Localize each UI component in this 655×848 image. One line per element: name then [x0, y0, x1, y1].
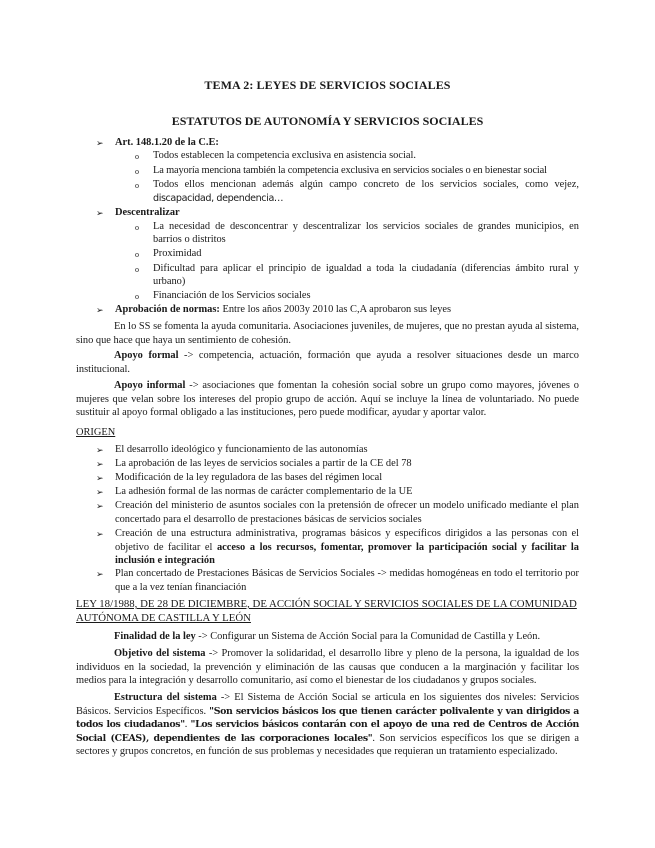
paragraph-ayuda-comunitaria: En lo SS se fomenta la ayuda comunitaria. Asociaciones juveniles, de mujeres, que no prestan ayuda al sistema, sino que hace que haya un sentimiento de cohesión.	[76, 321, 579, 346]
apoyo-informal-text: -> asociaciones que fomentan la cohesión social sobre un grupo como mayores, jóvenes o mujeres que velan sobre los intereses del propio grupo de acción. Aquí se incluye la línea de voluntariado. No puede sustituir al apoyo formal obligado a las instituciones, pero puede modificar, ayudar y aportar valor.	[76, 380, 579, 419]
origen-item: Modificación de la ley reguladora de las bases del régimen local	[115, 472, 383, 483]
apoyo-formal-label: Apoyo formal	[114, 350, 179, 361]
arrow-bullet-icon	[96, 568, 108, 582]
aprobacion-line	[115, 303, 579, 317]
arrow-bullet-icon	[96, 486, 108, 500]
list-item: Todos establecen la competencia exclusiva en asistencia social.	[153, 150, 416, 161]
estructura-quote-1: "Son servicios básicos los que tienen carácter polivalente y van dirigidos a todos los ciudadanos"	[76, 705, 579, 731]
art-heading: Art. 148.1.20 de la C.E:	[115, 137, 219, 148]
paragraph-estructura	[76, 691, 579, 759]
origen-item: Plan concertado de Prestaciones Básicas de Servicios Sociales -> medidas homogéneas en todo el territorio por que a la vez tenían financiación	[115, 568, 579, 593]
origen-item6-text: Creación de una estructura administrativa, programas básicos y específicos dirigidos a las personas con el objetivo de facilitar el	[115, 528, 579, 553]
aprobacion-text: Entre los años 2003y 2010 las C,A aprobaron sus leyes	[219, 304, 452, 315]
origen-item: El desarrollo ideológico y funcionamiento de las autonomías	[115, 444, 368, 455]
arrow-bullet-icon	[96, 137, 108, 151]
arrow-bullet-icon	[96, 444, 108, 458]
ley-heading: LEY 18/1988, DE 28 DE DICIEMBRE, DE ACCIÓN SOCIAL Y SERVICIOS SOCIALES DE LA COMUNIDAD AUTÓNOMA DE CASTILLA Y LEÓN	[76, 598, 577, 624]
list-item: Todos ellos mencionan además algún campo concreto de los servicios sociales, como vejez,	[153, 179, 579, 190]
objetivo-label: Objetivo del sistema	[114, 648, 206, 659]
paragraph-objetivo	[76, 647, 579, 688]
finalidad-text: -> Configurar un Sistema de Acción Social para la Comunidad de Castilla y León.	[195, 631, 541, 642]
section-title: ESTATUTOS DE AUTONOMÍA Y SERVICIOS SOCIALES	[171, 114, 484, 128]
estructura-quote-2: "Los servicios básicos contarán con el apoyo de una red de Centros de Acción Social (CEAS), dependientes de las corporaciones locales"	[76, 719, 579, 744]
origen-item: Creación del ministerio de asuntos sociales con la pretensión de ofrecer un modelo unificado mediante el plan concertado para el desarrollo de prestaciones básicas de servicios sociales	[115, 500, 579, 525]
list-item: Financiación de los Servicios sociales	[153, 290, 311, 301]
list-item: La mayoría menciona también la competencia exclusiva en servicios sociales o en bienestar social	[153, 165, 547, 176]
origen-item	[115, 527, 579, 568]
arrow-bullet-icon	[96, 472, 108, 486]
circle-bullet-icon	[135, 263, 143, 277]
paragraph-apoyo-informal	[76, 379, 579, 420]
list-item: Dificultad para aplicar el principio de igualdad a toda la ciudadanía (diferencias ámbito rural y	[153, 263, 579, 274]
circle-bullet-icon	[135, 165, 143, 179]
descentralizar-heading: Descentralizar	[115, 207, 180, 218]
paragraph-apoyo-formal	[76, 349, 579, 376]
estructura-text-2: .	[184, 719, 191, 731]
circle-bullet-icon	[135, 290, 143, 304]
arrow-bullet-icon	[96, 458, 108, 472]
arrow-bullet-icon	[96, 207, 108, 221]
arrow-bullet-icon	[96, 528, 108, 542]
list-item-continuation: urbano)	[153, 276, 186, 287]
page-title: TEMA 2: LEYES DE SERVICIOS SOCIALES	[204, 78, 451, 92]
circle-bullet-icon	[135, 248, 143, 262]
apoyo-informal-label: Apoyo informal	[114, 380, 186, 391]
circle-bullet-icon	[135, 221, 143, 235]
objetivo-text: -> Promover la solidaridad, el desarrollo libre y pleno de la persona, la igualdad de los individuos en la sociedad, la prevención y eliminación de las causas que conducen a la marginación y facilitar los medios para la integración y desarrollo comunitario, así como el bienestar de los ciudadanos y grupos sociales.	[76, 648, 580, 687]
finalidad-label: Finalidad de la ley	[114, 631, 196, 642]
list-item: La necesidad de desconcentrar y descentralizar los servicios sociales de grandes municipios, en	[153, 221, 579, 232]
list-item-continuation: discapacidad, dependencia…	[153, 193, 284, 204]
origen-item: La adhesión formal de las normas de carácter complementario de la UE	[115, 486, 413, 497]
origen-item6-bold: acceso a los recursos, fomentar, promover la participación social y facilitar la inclusión e integración	[115, 541, 579, 567]
arrow-bullet-icon	[96, 304, 108, 318]
estructura-label: Estructura del sistema	[114, 692, 217, 703]
arrow-bullet-icon	[96, 500, 108, 514]
apoyo-formal-text: -> competencia, actuación, formación que ayuda a resolver situaciones desde un marco institucional.	[76, 350, 579, 375]
origen-heading: ORIGEN	[76, 427, 116, 438]
circle-bullet-icon	[135, 179, 143, 193]
list-item-continuation: barrios o distritos	[153, 234, 226, 245]
list-item: Proximidad	[153, 248, 202, 259]
circle-bullet-icon	[135, 150, 143, 164]
aprobacion-label: Aprobación de normas:	[115, 304, 220, 315]
estructura-text-1: -> El Sistema de Acción Social se articula en los siguientes dos niveles: Servicios Básicos. Servicios Específicos.	[76, 692, 579, 717]
paragraph-finalidad	[76, 630, 579, 644]
estructura-text-3: . Son servicios específicos los que se dirigen a sectores y grupos concretos, en función de sus problemas y necesidades que requieran un tratamiento especializado.	[76, 732, 579, 758]
origen-item: La aprobación de las leyes de servicios sociales a partir de la CE del 78	[115, 458, 412, 469]
